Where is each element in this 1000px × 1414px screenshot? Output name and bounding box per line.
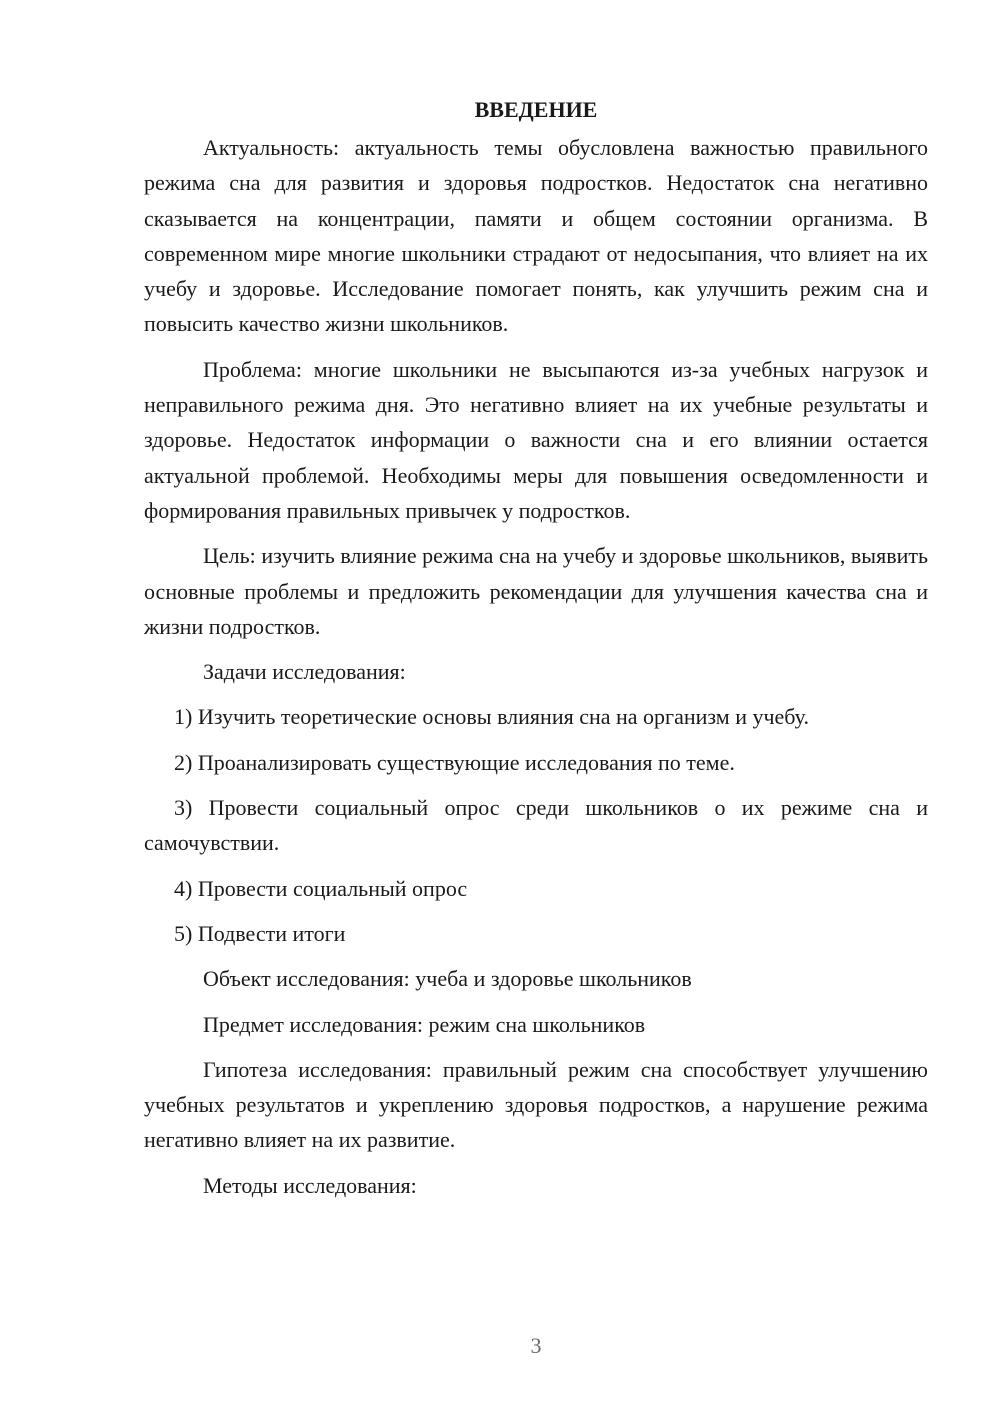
problem-paragraph: Проблема: многие школьники не высыпаются из-за учебных нагрузок и неправильного режима дня. Это негативно влияет на их учебные результаты и здоровье. Недостаток информации о важности сна и его влиянии остается актуальной проблемой. Необходимы меры для повышения осведомленности и формирования правильных привычек у подростков.	[144, 356, 928, 523]
task-item-4: 4) Провести социальный опрос	[174, 875, 468, 901]
methods-heading: Методы исследования:	[203, 1172, 417, 1198]
task-item-5: 5) Подвести итоги	[174, 920, 346, 946]
relevance-paragraph: Актуальность: актуальность темы обусловлена важностью правильного режима сна для развития и здоровья подростков. Недостаток сна негативно сказывается на концентрации, памяти и общем состоянии организма. В современном мире многие школьники страдают от недосыпания, что влияет на их учебу и здоровье. Исследование помогает понять, как улучшить режим сна и повысить качество жизни школьников.	[144, 135, 928, 337]
hypothesis-paragraph: Гипотеза исследования: правильный режим сна способствует улучшению учебных результатов и укреплению здоровья подростков, а нарушение режима негативно влияет на их развитие.	[144, 1056, 928, 1153]
task-item-2: 2) Проанализировать существующие исследования по теме.	[174, 749, 735, 775]
object-paragraph: Объект исследования: учеба и здоровье школьников	[203, 966, 692, 992]
tasks-heading: Задачи исследования:	[203, 659, 406, 685]
section-title: ВВЕДЕНИЕ	[474, 97, 598, 122]
task-item-3: 3) Провести социальный опрос среди школьников о их режиме сна и самочувствии.	[144, 795, 928, 856]
subject-paragraph: Предмет исследования: режим сна школьников	[203, 1011, 646, 1037]
task-item-1: 1) Изучить теоретические основы влияния сна на организм и учебу.	[174, 704, 809, 730]
goal-paragraph: Цель: изучить влияние режима сна на учебу и здоровье школьников, выявить основные проблемы и предложить рекомендации для улучшения качества сна и жизни подростков.	[144, 543, 928, 639]
page-number: 3	[530, 1333, 542, 1358]
document-page	[144, 92, 928, 1213]
